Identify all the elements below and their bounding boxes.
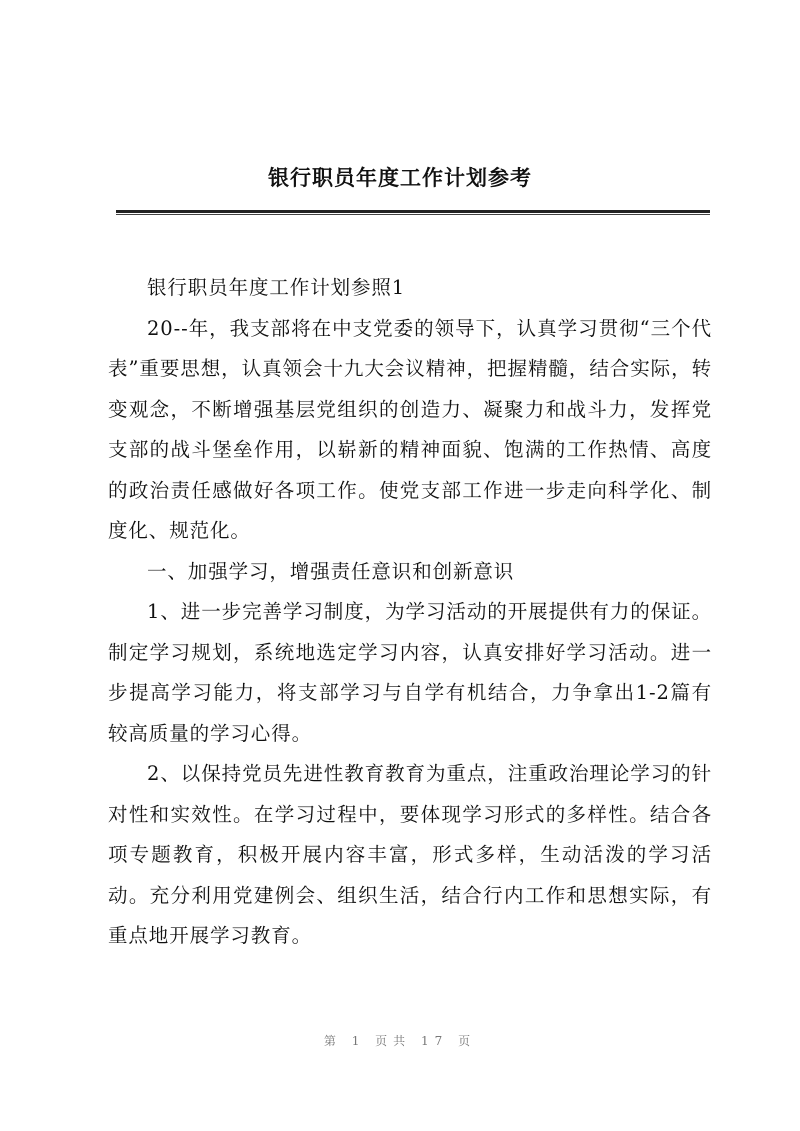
section-heading: 银行职员年度工作计划参照1 [147, 276, 406, 299]
paragraph: 2、以保持党员先进性教育教育为重点，注重政治理论学习的针对性和实效性。在学习过程中，要体现学习形式的多样性。结合各项专题教育，积极开展内容丰富，形式多样，生动活泼的学习活动。充分利用党建例会、组织生活，结合行内工作和思想实际，有重点地开展学习教育。 [108, 762, 712, 947]
paragraph: 1、进一步完善学习制度，为学习活动的开展提供有力的保证。制定学习规划，系统地选定学习内容，认真安排好学习活动。进一步提高学习能力，将支部学习与自学有机结合，力争拿出1-2篇有较高质量的学习心得。 [108, 600, 712, 745]
footer-middle: 页共 [375, 1034, 412, 1048]
footer-prefix: 第 [323, 1034, 342, 1048]
document-body [108, 268, 712, 957]
title-underline [116, 210, 710, 213]
footer-page-number: 1 [351, 1034, 366, 1048]
paragraph: 20--年，我支部将在中支党委的领导下，认真学习贯彻“三个代表”重要思想，认真领会十九大会议精神，把握精髓，结合实际，转变观念，不断增强基层党组织的创造力、凝聚力和战斗力，发挥党支部的战斗堡垒作用，以崭新的精神面貌、饱满的工作热情、高度的政治责任感做好各项工作。使党支部工作进一步走向科学化、制度化、规范化。 [108, 316, 712, 542]
title-underline-thin [116, 214, 710, 215]
page-footer [0, 1032, 800, 1049]
footer-total-pages: 17 [421, 1034, 449, 1048]
footer-suffix: 页 [458, 1034, 477, 1048]
document-title: 银行职员年度工作计划参考 [268, 165, 532, 190]
subsection-heading: 一、加强学习，增强责任意识和创新意识 [147, 559, 515, 583]
